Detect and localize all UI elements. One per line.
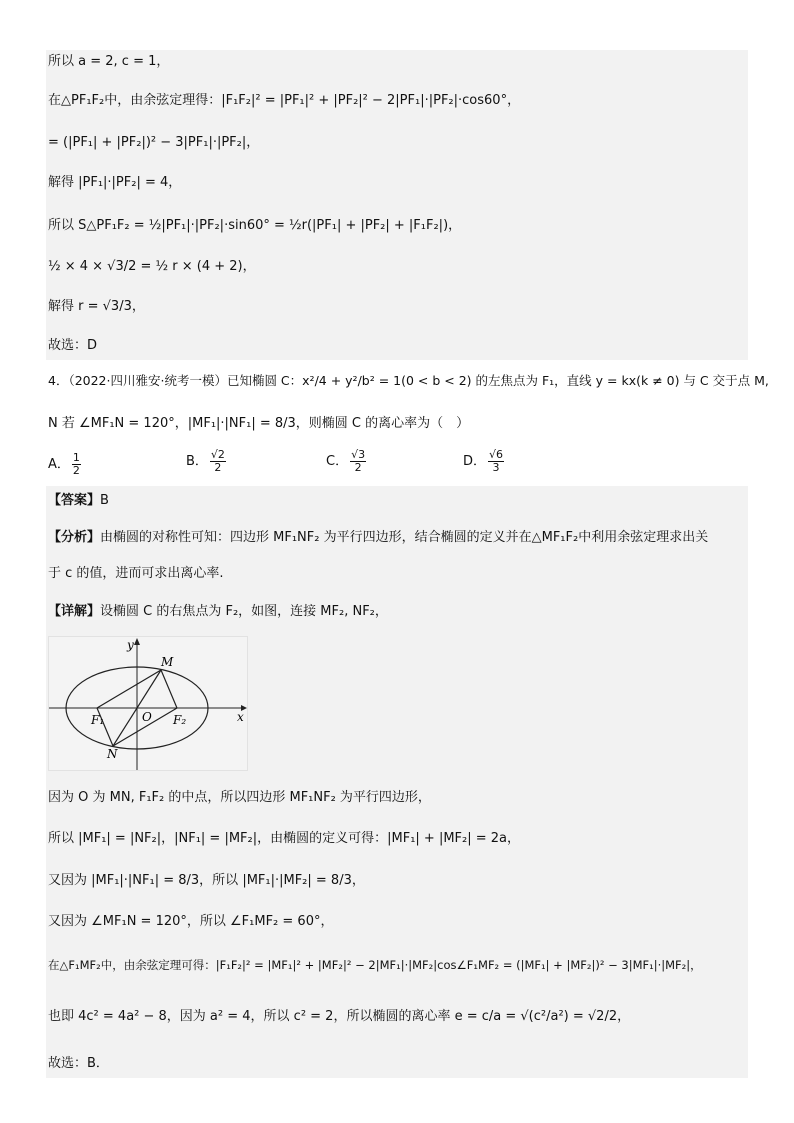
option-a-num: 1 bbox=[72, 451, 80, 464]
prev-solution-line-8: 故选：D bbox=[48, 338, 98, 353]
analysis-text-1: 由椭圆的对称性可知：四边形 MF₁NF₂ 为平行四边形，结合椭圆的定义并在△MF₁F₂中利用余弦定理求出关 bbox=[100, 530, 709, 545]
prev-solution-line-4: 解得 |PF₁|·|PF₂| = 4， bbox=[48, 175, 182, 190]
prev-solution-line-1: 所以 a = 2, c = 1， bbox=[48, 54, 170, 69]
prev-solution-line-6: ½ × 4 × √3/2 = ½ r × (4 + 2)， bbox=[48, 259, 256, 274]
label-m: M bbox=[161, 655, 174, 669]
question-line-1: 4．（2022·四川雅安·统考一模）已知椭圆 C：x²/4 + y²/b² = 1(0 < b < 2) 的左焦点为 F₁，直线 y = kx(k ≠ 0) 与 C 交于点 M, bbox=[48, 373, 769, 388]
ellipse-diagram bbox=[49, 637, 247, 770]
question-line-2: N 若 ∠MF₁N = 120°，|MF₁|·|NF₁| = 8/3，则椭圆 C 的离心率为（ ） bbox=[48, 416, 470, 431]
option-d-label: D． bbox=[463, 454, 487, 469]
detail-line-3: 又因为 |MF₁|·|NF₁| = 8/3，所以 |MF₁|·|MF₂| = 8/3， bbox=[48, 873, 365, 888]
analysis-line-2: 于 c 的值，进而可求出离心率. bbox=[48, 566, 224, 581]
label-f2: F₂ bbox=[173, 713, 187, 727]
option-a-label: A． bbox=[48, 457, 70, 472]
option-d-fraction bbox=[488, 449, 504, 474]
detail-intro: 设椭圆 C 的右焦点为 F₂，如图，连接 MF₂, NF₂， bbox=[100, 604, 388, 619]
option-a-den: 2 bbox=[72, 464, 80, 477]
label-x: x bbox=[237, 710, 244, 724]
label-n: N bbox=[107, 747, 118, 761]
prev-solution-line-3: = (|PF₁| + |PF₂|)² − 3|PF₁|·|PF₂|， bbox=[48, 135, 260, 150]
option-a bbox=[48, 452, 83, 477]
label-y: y bbox=[127, 638, 134, 652]
option-c-fraction bbox=[350, 449, 366, 474]
prev-solution-line-2: 在△PF₁F₂中，由余弦定理得：|F₁F₂|² = |PF₁|² + |PF₂|² − 2|PF₁|·|PF₂|·cos60°， bbox=[48, 93, 521, 108]
option-b-den: 2 bbox=[214, 461, 222, 474]
detail-intro-line bbox=[48, 604, 388, 620]
option-a-fraction bbox=[72, 452, 81, 477]
detail-line-7: 故选：B． bbox=[48, 1056, 109, 1071]
label-o: O bbox=[142, 710, 152, 724]
analysis-line-1 bbox=[48, 530, 708, 546]
option-d-den: 3 bbox=[492, 461, 500, 474]
detail-line-1: 因为 O 为 MN, F₁F₂ 的中点，所以四边形 MF₁NF₂ 为平行四边形， bbox=[48, 790, 431, 805]
option-c-label: C． bbox=[326, 454, 349, 469]
option-c-num: √3 bbox=[351, 448, 366, 461]
label-f1: F₁ bbox=[91, 713, 105, 727]
option-b-num: √2 bbox=[210, 448, 225, 461]
detail-line-2: 所以 |MF₁| = |NF₂|，|NF₁| = |MF₂|，由椭圆的定义可得：|MF₁| + |MF₂| = 2a， bbox=[48, 831, 521, 846]
detail-line-4: 又因为 ∠MF₁N = 120°，所以 ∠F₁MF₂ = 60°， bbox=[48, 914, 334, 929]
option-d-num: √6 bbox=[489, 448, 504, 461]
analysis-tag: 【分析】 bbox=[48, 530, 101, 545]
option-d bbox=[463, 449, 506, 474]
option-b bbox=[186, 449, 228, 474]
option-b-label: B． bbox=[186, 454, 208, 469]
option-b-fraction bbox=[210, 449, 226, 474]
ellipse-figure bbox=[48, 636, 248, 771]
option-c-den: 2 bbox=[354, 461, 362, 474]
answer-tag: 【答案】 bbox=[48, 493, 101, 508]
detail-line-5: 在△F₁MF₂中，由余弦定理可得：|F₁F₂|² = |MF₁|² + |MF₂|² − 2|MF₁|·|MF₂|cos∠F₁MF₂ = (|MF₁| + |MF₂|)² − 3|MF₁|·|MF₂|， bbox=[48, 958, 702, 972]
prev-solution-line-7: 解得 r = √3/3， bbox=[48, 299, 145, 314]
option-c bbox=[326, 449, 368, 474]
answer-line bbox=[48, 493, 109, 509]
answer-value: B bbox=[100, 493, 109, 508]
y-axis-arrow bbox=[134, 638, 140, 645]
detail-tag: 【详解】 bbox=[48, 604, 101, 619]
prev-solution-line-5: 所以 S△PF₁F₂ = ½|PF₁|·|PF₂|·sin60° = ½r(|PF₁| + |PF₂| + |F₁F₂|)， bbox=[48, 218, 462, 233]
detail-line-6: 也即 4c² = 4a² − 8，因为 a² = 4，所以 c² = 2，所以椭圆的离心率 e = c/a = √(c²/a²) = √2/2， bbox=[48, 1009, 631, 1024]
